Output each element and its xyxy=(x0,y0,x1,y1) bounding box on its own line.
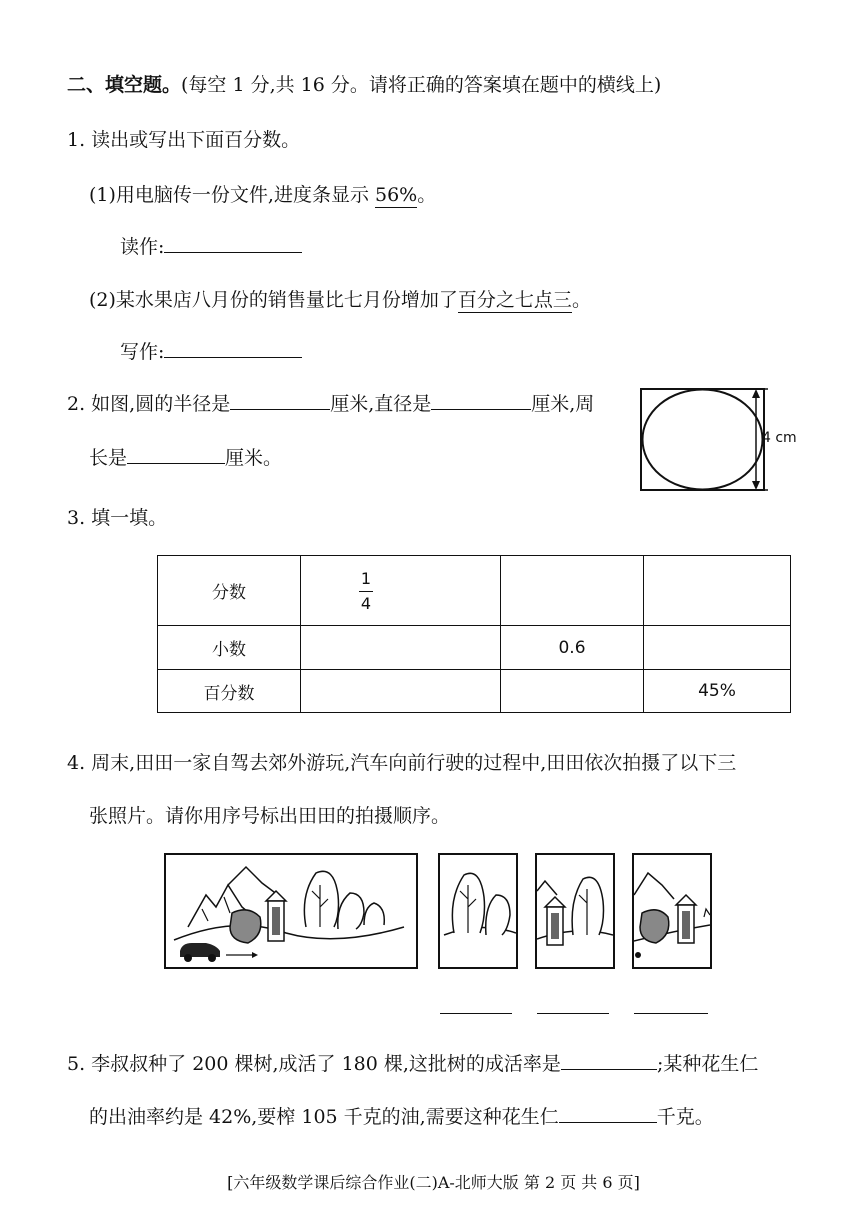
table-cell xyxy=(301,556,501,626)
q5-text-c: 的出油率约是 42%,要榨 105 千克的油,需要这种花生仁 xyxy=(89,1106,559,1128)
question-5-line-2 xyxy=(89,1102,714,1129)
photo-3-rock-house xyxy=(632,853,712,969)
table-cell-input[interactable] xyxy=(301,670,501,713)
question-4-line-2: 张照片。请你用序号标出田田的拍摄顺序。 xyxy=(89,805,451,827)
survival-rate-blank[interactable] xyxy=(561,1051,657,1070)
section-heading xyxy=(67,70,661,97)
write-label: 写作: xyxy=(120,341,165,363)
table-cell-input[interactable] xyxy=(644,626,791,670)
q2-text-b: 厘米,直径是 xyxy=(330,393,432,415)
scene-illustration xyxy=(164,853,418,969)
question-1-write-row xyxy=(120,337,302,364)
row-header-decimal: 小数 xyxy=(158,626,301,670)
photo-1-trees xyxy=(438,853,518,969)
photo-1-drawing xyxy=(440,855,516,967)
question-3-stem: 3. 填一填。 xyxy=(67,507,168,529)
fraction-bar xyxy=(359,591,373,592)
fraction-denominator: 4 xyxy=(360,593,372,613)
q5-text-d: 千克。 xyxy=(656,1106,714,1128)
table-cell-input[interactable] xyxy=(501,556,644,626)
page-footer: [六年级数学课后综合作业(二)A-北师大版 第 2 页 共 6 页] xyxy=(227,1173,640,1192)
table-row xyxy=(158,626,791,670)
question-4-line-1: 4. 周末,田田一家自驾去郊外游玩,汽车向前行驶的过程中,田田依次拍摄了以下三 xyxy=(67,752,737,774)
fill-table xyxy=(157,555,791,713)
row-header-percent: 百分数 xyxy=(158,670,301,713)
question-1-stem: 1. 读出或写出下面百分数。 xyxy=(67,129,301,151)
table-cell: 0.6 xyxy=(501,626,644,670)
circumference-blank[interactable] xyxy=(127,445,225,464)
order-answer-line-1[interactable] xyxy=(440,1013,512,1014)
q2-text-c: 厘米,周 xyxy=(531,393,595,415)
row-header-fraction: 分数 xyxy=(158,556,301,626)
write-answer-blank[interactable] xyxy=(164,339,302,358)
table-row xyxy=(158,556,791,626)
q2-text-a: 2. 如图,圆的半径是 xyxy=(67,393,231,415)
q1-p2-prefix: (2)某水果店八月份的销售量比七月份增加了 xyxy=(89,289,458,311)
scene-drawing xyxy=(166,855,416,967)
diameter-blank[interactable] xyxy=(431,391,531,410)
photo-2-house-trees xyxy=(535,853,615,969)
read-label: 读作: xyxy=(120,236,165,258)
q1-p1-value: 56% xyxy=(375,184,418,206)
photo-2-drawing xyxy=(537,855,613,967)
question-5-line-1 xyxy=(67,1049,758,1076)
q1-p1-prefix: (1)用电脑传一份文件,进度条显示 xyxy=(89,184,375,206)
question-2-line-2 xyxy=(89,443,282,470)
radius-blank[interactable] xyxy=(230,391,330,410)
order-answer-line-3[interactable] xyxy=(634,1013,708,1014)
table-cell: 45% xyxy=(644,670,791,713)
table-cell-input[interactable] xyxy=(644,556,791,626)
q2-text-e: 厘米。 xyxy=(225,447,283,469)
read-answer-blank[interactable] xyxy=(164,234,302,253)
section-title: 二、填空题。 xyxy=(67,74,182,96)
question-1-part-1 xyxy=(89,180,436,207)
order-answer-line-2[interactable] xyxy=(537,1013,609,1014)
q5-text-b: ;某种花生仁 xyxy=(656,1053,759,1075)
photo-3-drawing xyxy=(634,855,710,967)
fraction-one-quarter xyxy=(359,570,373,612)
fraction-numerator: 1 xyxy=(360,568,372,588)
q2-text-d: 长是 xyxy=(89,447,128,469)
question-1-part-2 xyxy=(89,285,591,312)
question-2-line-1 xyxy=(67,389,594,416)
q1-p2-suffix: 。 xyxy=(571,289,591,311)
section-note: (每空 1 分,共 16 分。请将正确的答案填在题中的横线上) xyxy=(181,74,662,96)
q1-p2-value: 百分之七点三 xyxy=(457,289,572,311)
table-row xyxy=(158,670,791,713)
q1-p1-suffix: 。 xyxy=(417,184,437,206)
table-cell-input[interactable] xyxy=(501,670,644,713)
question-1-read-row xyxy=(120,232,302,259)
table-cell-input[interactable] xyxy=(301,626,501,670)
q5-text-a: 5. 李叔叔种了 200 棵树,成活了 180 棵,这批树的成活率是 xyxy=(67,1053,561,1075)
figure-size-label: 4 cm xyxy=(762,430,797,446)
peanut-amount-blank[interactable] xyxy=(559,1104,657,1123)
